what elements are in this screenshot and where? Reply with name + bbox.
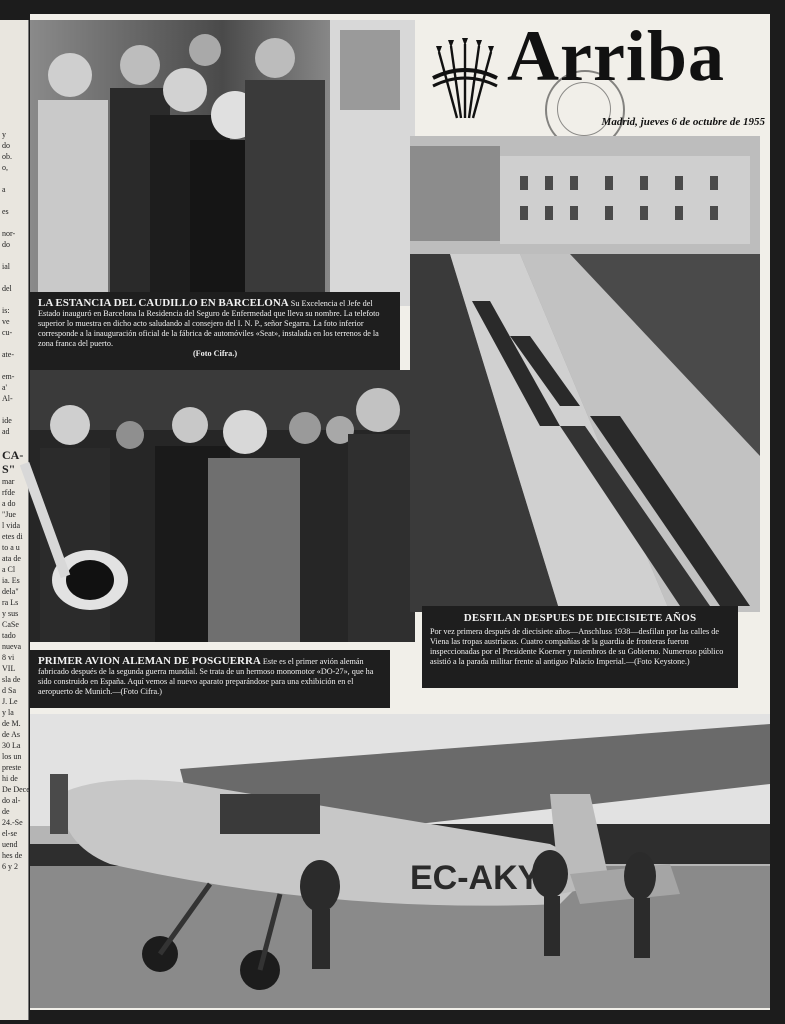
spine-text-fragment: nueva bbox=[2, 642, 22, 651]
spine-text-fragment: De Dece bbox=[2, 785, 30, 794]
spine-text-fragment: ata de bbox=[2, 554, 21, 563]
spine-text-fragment: ve bbox=[2, 317, 10, 326]
adjacent-page-spine bbox=[0, 20, 29, 1020]
spine-text-fragment: l vida bbox=[2, 521, 20, 530]
spine-text-fragment: do bbox=[2, 141, 10, 150]
spine-text-fragment: 8 vi bbox=[2, 653, 15, 662]
spine-text-fragment: preste bbox=[2, 763, 22, 772]
spine-text-fragment: J. Le bbox=[2, 697, 18, 706]
spine-text-fragment: mar bbox=[2, 477, 15, 486]
spine-text-fragment: CA- bbox=[2, 448, 24, 462]
spine-text-fragment: S" bbox=[2, 462, 16, 476]
spine-text-fragment: de bbox=[2, 807, 10, 816]
caption-desfile-heading: DESFILAN DESPUES DE DIECISIETE AÑOS bbox=[463, 612, 697, 624]
spine-text-fragment: de As bbox=[2, 730, 20, 739]
spine-text-fragment: Al- bbox=[2, 394, 13, 403]
spine-text-fragment: del bbox=[2, 284, 12, 293]
caption-caudillo-body: Su Excelencia el Jefe del Estado inauguró en Barcelona la Residencia del Seguro de Enfermedad que lleva su nombre. La telefoto superior lo muestra en dicho acto saludando al consejero del I. N. P., señor Segarra. La foto inferior corresponde a la inauguración oficial de la fábrica de automóviles «Seat», instalada en los terrenos de la zona franca del puerto. bbox=[38, 299, 380, 348]
masthead-date: Madrid, jueves 6 de octubre de 1955 bbox=[601, 116, 765, 128]
masthead bbox=[425, 16, 770, 140]
caption-desfile bbox=[422, 606, 738, 688]
spine-text-fragment: sla de bbox=[2, 675, 21, 684]
spine-text-fragment: y la bbox=[2, 708, 14, 717]
spine-text-fragment: o, bbox=[2, 163, 8, 172]
spine-text-fragment: ate- bbox=[2, 350, 14, 359]
caption-caudillo-credit: (Foto Cifra.) bbox=[192, 349, 238, 358]
spine-text-fragment: a Cl bbox=[2, 565, 16, 574]
spine-text-fragment: ad bbox=[2, 427, 10, 436]
spine-text-fragment: 6 y 2 bbox=[2, 862, 18, 871]
spine-text-fragment: rfde bbox=[2, 488, 15, 497]
spine-text-fragment: y sus bbox=[2, 609, 19, 618]
spine-text-fragment: es bbox=[2, 207, 9, 216]
masthead-title: Arriba bbox=[507, 16, 725, 96]
photo-caudillo-handshake bbox=[30, 20, 415, 306]
spine-text-fragment: ide bbox=[2, 416, 12, 425]
spine-text-fragment: a bbox=[2, 185, 6, 194]
spine-text-fragment: uend bbox=[2, 840, 18, 849]
spine-text-fragment: a do bbox=[2, 499, 16, 508]
spine-text-fragment: etes di bbox=[2, 532, 23, 541]
spine-text-fragment: is: bbox=[2, 306, 10, 315]
aircraft-registration: EC-AKY bbox=[410, 859, 541, 897]
spine-text-fragment: do al- bbox=[2, 796, 21, 805]
spine-text-fragment: a' bbox=[2, 383, 7, 392]
caption-avion-heading: PRIMER AVION ALEMAN DE POSGUERRA bbox=[38, 655, 261, 667]
spine-text-fragment: y bbox=[2, 130, 6, 139]
spine-text-fragment: ia. Es bbox=[2, 576, 20, 585]
spine-text-fragment: ob. bbox=[2, 152, 12, 161]
spine-text-fragment: el-se bbox=[2, 829, 18, 838]
photo-parade-vienna bbox=[410, 136, 760, 612]
spine-text-fragment: CaSe bbox=[2, 620, 19, 629]
photo-seat-inauguration bbox=[30, 370, 415, 642]
caption-avion bbox=[30, 650, 390, 708]
spine-text-fragment: d Sa bbox=[2, 686, 16, 695]
yoke-and-arrows-emblem bbox=[429, 38, 501, 122]
spine-text-fragment: los un bbox=[2, 752, 22, 761]
caption-caudillo bbox=[30, 292, 400, 370]
spine-text-fragment: hi de bbox=[2, 774, 18, 783]
spine-text-fragment: "Jue bbox=[2, 510, 16, 519]
spine-text-fragment: VIL bbox=[2, 664, 16, 673]
spine-text-fragment: cu- bbox=[2, 328, 13, 337]
spine-text-fragment: 24.-Se bbox=[2, 818, 23, 827]
spine-text-fragment: em- bbox=[2, 372, 15, 381]
spine-text-fragment: tado bbox=[2, 631, 16, 640]
caption-desfile-body: Por vez primera después de diecisiete años—Anschluss 1938—desfilan por las calles de Viena las tropas austríacas. Cuatro compañías de la guardia de fronteras fueron inspeccionadas por el Presidente Koerner y miembros de su Gobierno. Numeroso público asistió a la parada militar frente al antiguo Palacio Imperial.—(Foto Keystone.) bbox=[430, 627, 724, 666]
spine-text-fragment: de M. bbox=[2, 719, 21, 728]
spine-text-fragment: do bbox=[2, 240, 10, 249]
spine-text-fragment: to a u bbox=[2, 543, 20, 552]
spine-text-fragment: ial bbox=[2, 262, 10, 271]
spine-text-fragment: 30 La bbox=[2, 741, 21, 750]
caption-avion-body: Este es el primer avión alemán fabricado después de la segunda guerra mundial. Se trata de un hermoso monomotor «DO-27», que ha sido construido en España. Aquí vemos al nuevo aparato preparándose para una exhibición en el aeropuerto de Munich.—(Foto Cifra.) bbox=[38, 657, 374, 696]
spine-text-fragment: nor- bbox=[2, 229, 16, 238]
spine-text-fragment: dela" bbox=[2, 587, 19, 596]
photo-do27-airplane bbox=[30, 714, 770, 1008]
spine-text-fragment: hes de bbox=[2, 851, 23, 860]
caption-caudillo-heading: LA ESTANCIA DEL CAUDILLO EN BARCELONA bbox=[38, 297, 289, 309]
newspaper-page bbox=[30, 14, 770, 1010]
spine-text-fragment: ra Ls bbox=[2, 598, 19, 607]
